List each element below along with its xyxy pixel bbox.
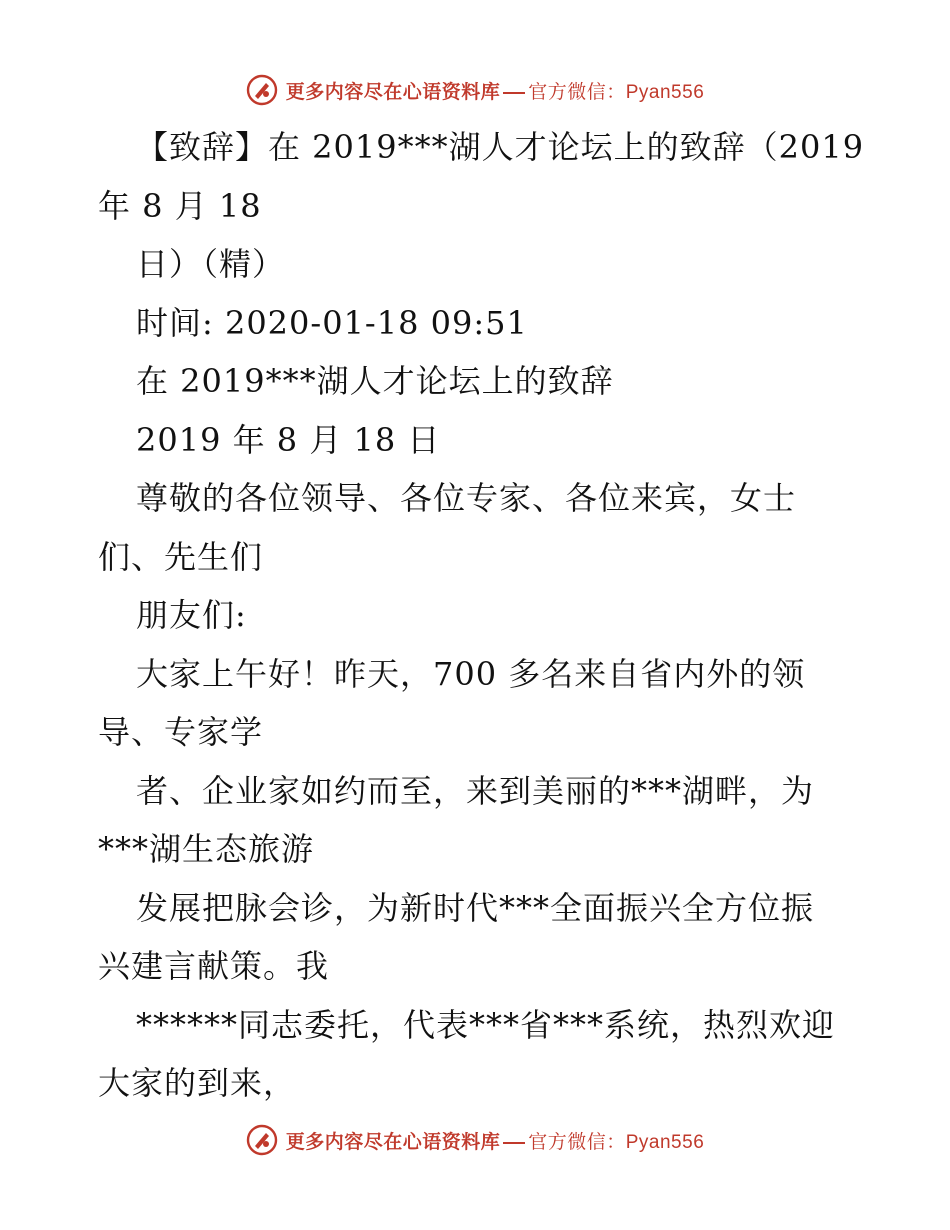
brand-logo-icon bbox=[246, 74, 278, 106]
paragraph-line: 大家的到来， bbox=[98, 1064, 297, 1102]
speech-date: 2019 年 8 月 18 日 bbox=[136, 420, 441, 459]
document-body bbox=[98, 118, 865, 1113]
paragraph-line: 导、专家学 bbox=[98, 713, 264, 751]
paragraph-line: 兴建言献策。我 bbox=[98, 947, 330, 985]
speech-title: 在 2019***湖人才论坛上的致辞 bbox=[136, 362, 614, 400]
header-banner bbox=[0, 70, 950, 110]
doc-title-line-2: 年 8 月 18 bbox=[98, 186, 262, 225]
paragraph-line: 尊敬的各位领导、各位专家、各位来宾，女士 bbox=[136, 479, 797, 517]
paragraph-line: 大家上午好！昨天，700 多名来自省内外的领 bbox=[136, 654, 806, 693]
paragraph-line: 朋友们: bbox=[136, 596, 247, 634]
paragraph-line: 发展把脉会诊，为新时代***全面振兴全方位振 bbox=[136, 888, 815, 927]
paragraph-line: ***湖生态旅游 bbox=[98, 830, 315, 868]
footer-banner bbox=[0, 1120, 950, 1160]
paragraph-line: ******同志委托，代表***省***系统，热烈欢迎 bbox=[136, 1005, 836, 1044]
paragraph-line: 们、先生们 bbox=[98, 537, 264, 576]
brand-logo-icon bbox=[246, 1124, 278, 1156]
banner-message: 更多内容尽在心语资料库 官方微信：Pyan556 bbox=[285, 80, 705, 103]
doc-title-line-1: 【致辞】在 2019***湖人才论坛上的致辞（2019 bbox=[136, 128, 865, 166]
doc-timestamp: 时间: 2020-01-18 09:51 bbox=[136, 303, 528, 342]
banner-message: 更多内容尽在心语资料库 官方微信：Pyan556 bbox=[285, 1130, 705, 1153]
paragraph-line: 者、企业家如约而至，来到美丽的***湖畔，为 bbox=[136, 771, 815, 810]
doc-title-line-3: 日）（精） bbox=[136, 245, 286, 283]
